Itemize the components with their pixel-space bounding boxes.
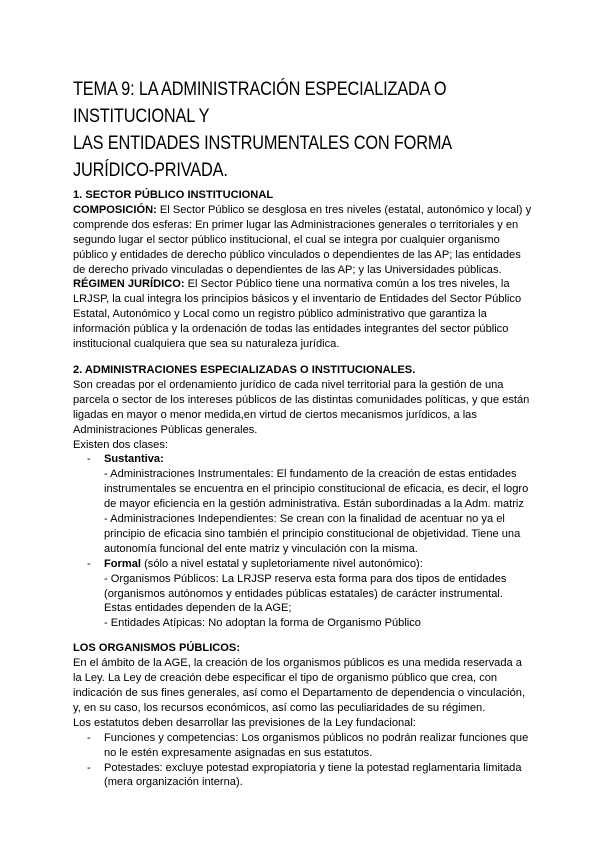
sustantiva-independientes: - Administraciones Independientes: Se crean con la finalidad de acentuar no ya el principio de eficacia sino también el principio constitucional de objetividad. Tiene una autonomía funcional del ente matriz y vinculación con la misma. — [104, 513, 521, 555]
estatutos-line: Los estatutos deben desarrollar las previsiones de la Ley fundacional: — [73, 716, 416, 729]
section-3-heading: LOS ORGANISMOS PÚBLICOS: — [73, 642, 241, 655]
title-line-1: TEMA 9: LA ADMINISTRACIÓN ESPECIALIZADA O INSTITUCIONAL Y — [73, 79, 447, 127]
regimen-paragraph — [73, 277, 533, 352]
composicion-text: El Sector Público se desglosa en tres niveles (estatal, autonómico y local) y comprende dos esferas: En primer lugar las Administraciones generales o territoriales y en segundo lugar el sector público institucional, el cual se integra por cualquier organismo público y entidades de derecho público vinculados o dependientes de las AP; las entidades de derecho privado vinculadas o dependientes de las AP; y las Universidades públicas. — [73, 203, 532, 276]
section-1-heading: 1. SECTOR PÚBLICO INSTITUCIONAL — [73, 189, 274, 201]
regimen-text: El Sector Público tiene una normativa común a los tres niveles, la LRJSP, la cual integra los principios básicos y el inventario de Entidades del Sector Público Estatal, Autonómico y Local como un registro público administrativo que garantiza la información pública y la ordenación de todas las entidades integrantes del sector público institucional cualquiera que sea su naturaleza jurídica. — [73, 278, 522, 351]
formal-label: Formal — [104, 557, 141, 570]
title-line-2: LAS ENTIDADES INSTRUMENTALES CON FORMA JURÍDICO-PRIVADA. — [73, 133, 452, 181]
document-page — [73, 76, 533, 790]
formal-text: (sólo a nivel estatal y supletoriamente nivel autonómico): — [141, 557, 423, 570]
list-item-sustantiva — [73, 452, 533, 556]
regimen-label: RÉGIMEN JURÍDICO: — [73, 278, 185, 291]
section-2-intro: Son creadas por el ordenamiento jurídico de cada nivel territorial para la gestión de una parcela o sector de los intereses públicos de las distintas comunidades políticas, y que están ligadas en mayor o menor medida,en virtud de ciertos mecanismos jurídicos, a las Administraciones Públicas generales. — [73, 378, 530, 436]
formal-line — [104, 557, 533, 572]
document-body — [73, 188, 533, 790]
formal-atipicas: - Entidades Atípicas: No adoptan la forma de Organismo Público — [104, 617, 421, 630]
potestades-text: Potestades: excluye potestad expropiatoria y tiene la potestad reglamentaria limitada (mera organización interna). — [104, 761, 522, 789]
list-dash: - — [87, 761, 91, 774]
section-3-intro: En el ámbito de la AGE, la creación de los organismos públicos es una medida reservada a la Ley. La Ley de creación debe especificar el tipo de organismo público que crea, con indicación de sus fines generales, así como el Departamento de dependencia o vinculación, y, en su caso, los recursos económicos, así como las peculiaridades de su régimen. — [73, 657, 526, 714]
funciones-text: Funciones y competencias: Los organismos públicos no podrán realizar funciones que no le estén expresamente asignadas en sus estatutos. — [104, 731, 529, 759]
spacer — [73, 352, 533, 363]
list-dash: - — [87, 731, 91, 744]
clases-line: Existen dos clases: — [73, 438, 168, 451]
section-2-heading: 2. ADMINISTRACIONES ESPECIALIZADAS O INSTITUCIONALES. — [73, 363, 416, 376]
composicion-paragraph — [73, 203, 533, 278]
formal-organismos: - Organismos Públicos: La LRJSP reserva esta forma para dos tipos de entidades (organismos autónomos y entidades públicas estatales) de carácter instrumental. Estas entidades dependen de la AGE; — [104, 572, 507, 615]
list-dash: - — [87, 557, 91, 570]
list-item-funciones — [73, 731, 533, 761]
page-title — [73, 76, 533, 184]
sustantiva-label: Sustantiva: — [104, 453, 164, 466]
spacer — [73, 631, 533, 641]
sustantiva-instrumentales: - Administraciones Instrumentales: El fundamento de la creación de estas entidades instrumentales se encuentra en el principio constitucional de eficacia, es decir, el logro de mayor eficiencia en la gestión administrativa. Están subordinadas a la Adm. matriz — [104, 468, 529, 511]
list-item-formal — [73, 557, 533, 632]
list-item-potestades — [73, 761, 533, 791]
list-dash: - — [87, 453, 91, 466]
composicion-label: COMPOSICIÓN: — [73, 203, 157, 216]
